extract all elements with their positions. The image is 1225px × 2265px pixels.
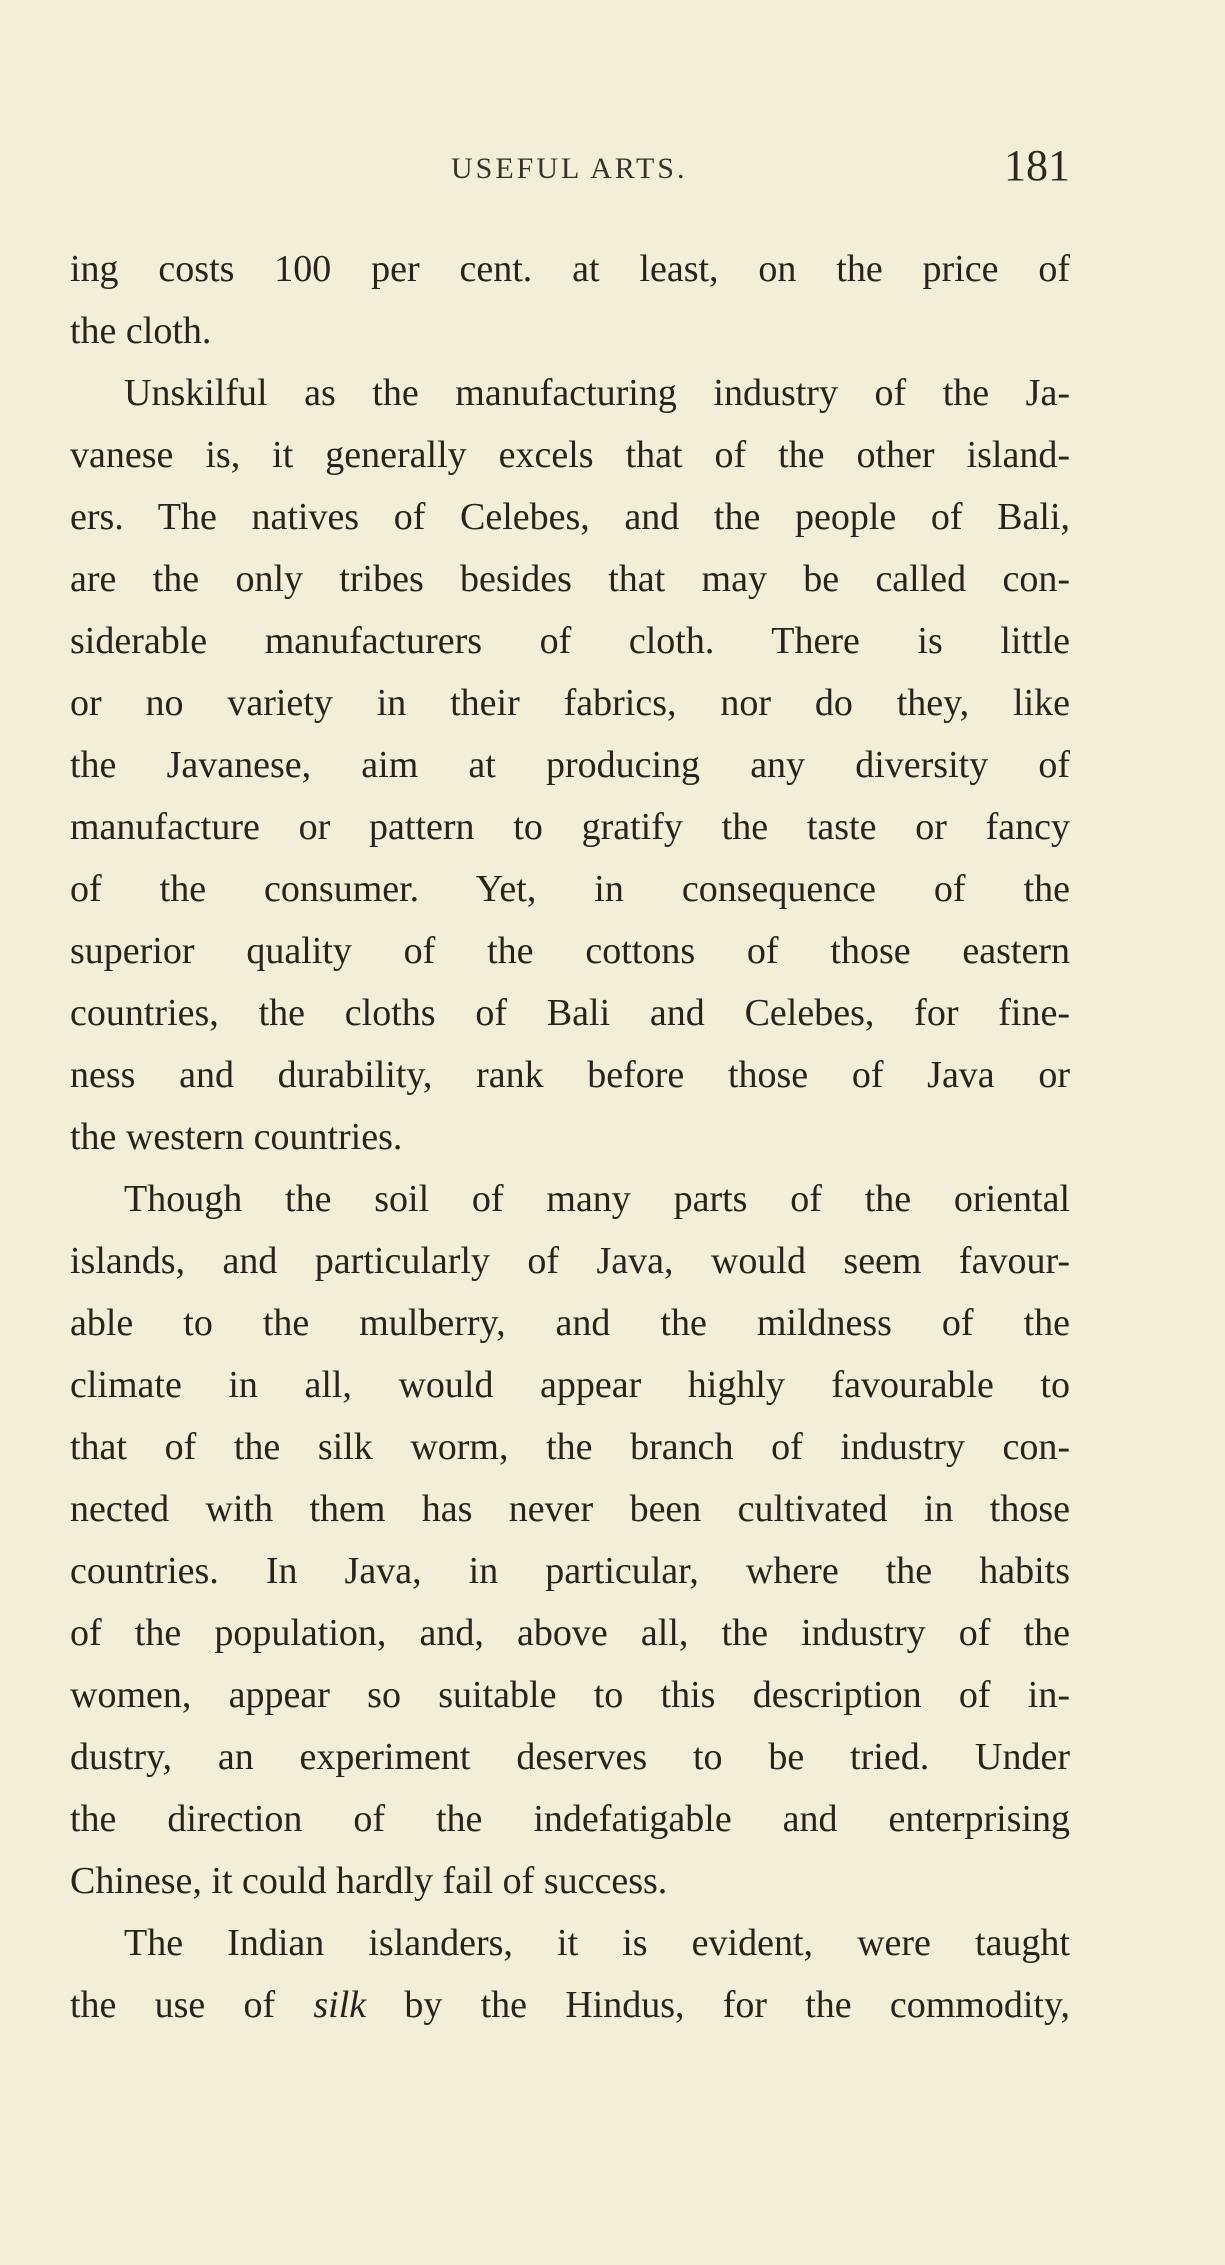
text-line: countries, the cloths of Bali and Celebes, for fine- [70, 992, 1070, 1034]
text-line: climate in all, would appear highly favourable to [70, 1364, 1070, 1406]
text-line: dustry, an experiment deserves to be tried. Under [70, 1736, 1070, 1778]
text-line: that of the silk worm, the branch of industry con- [70, 1426, 1070, 1468]
text-line: manufacture or pattern to gratify the taste or fancy [70, 806, 1070, 848]
page-number: 181 [1004, 141, 1070, 190]
running-head: USEFUL ARTS. [451, 152, 688, 185]
text-line: nected with them has never been cultivated in those [70, 1488, 1070, 1530]
text-line: Unskilful as the manufacturing industry of the Ja- [124, 372, 1070, 414]
text-line: countries. In Java, in particular, where the habits [70, 1550, 1070, 1592]
text-line: the cloth. [70, 310, 212, 352]
text-line: superior quality of the cottons of those eastern [70, 930, 1070, 972]
text-line: ness and durability, rank before those of Java or [70, 1054, 1070, 1096]
text-line: able to the mulberry, and the mildness of the [70, 1302, 1070, 1344]
text-line [70, 1974, 1070, 2036]
text-line: siderable manufacturers of cloth. There is little [70, 620, 1070, 662]
text-line: the western countries. [70, 1116, 403, 1158]
italic-word: silk [313, 1984, 367, 2026]
text-line: women, appear so suitable to this description of in- [70, 1674, 1070, 1716]
text-line: of the population, and, above all, the industry of the [70, 1612, 1070, 1654]
text-segment: by the Hindus, for the commodity, [366, 1984, 1071, 2026]
text-line: of the consumer. Yet, in consequence of the [70, 868, 1070, 910]
text-line: islands, and particularly of Java, would seem favour- [70, 1240, 1070, 1282]
text-line: are the only tribes besides that may be called con- [70, 558, 1070, 600]
text-line: ers. The natives of Celebes, and the people of Bali, [70, 496, 1070, 538]
text-line: The Indian islanders, it is evident, were taught [124, 1922, 1070, 1964]
text-line: Chinese, it could hardly fail of success. [70, 1860, 668, 1902]
text-line: ing costs 100 per cent. at least, on the price of [70, 248, 1070, 290]
page-header [70, 140, 1070, 200]
text-line: vanese is, it generally excels that of the other island- [70, 434, 1070, 476]
text-line: the direction of the indefatigable and enterprising [70, 1798, 1070, 1840]
text-line: the Javanese, aim at producing any diversity of [70, 744, 1070, 786]
text-line: or no variety in their fabrics, nor do they, like [70, 682, 1070, 724]
body-text [70, 238, 1070, 2036]
text-segment: the use of [70, 1984, 314, 2026]
text-line: Though the soil of many parts of the oriental [124, 1178, 1070, 1220]
